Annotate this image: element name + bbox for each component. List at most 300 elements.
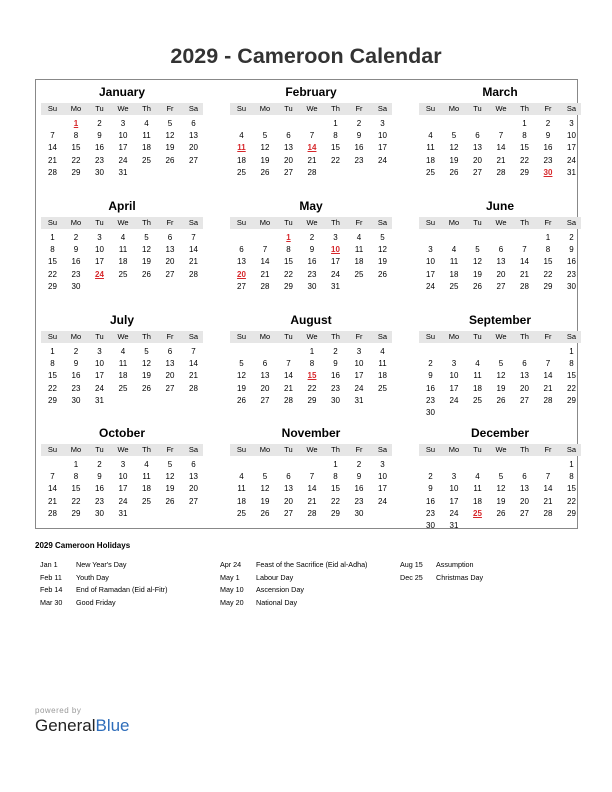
day-cell: 21 bbox=[189, 371, 198, 381]
day-cell: 27 bbox=[165, 383, 175, 393]
day-cell: 21 bbox=[189, 257, 198, 267]
day-cell: 8 bbox=[286, 245, 291, 255]
holiday-list-item bbox=[400, 572, 570, 585]
day-cell: 12 bbox=[378, 245, 387, 255]
day-cell: 30 bbox=[426, 408, 435, 417]
day-cell: 26 bbox=[142, 383, 151, 393]
day-cell: 5 bbox=[262, 472, 268, 482]
month-name: April bbox=[108, 199, 136, 213]
brand-name-part1: General bbox=[35, 716, 96, 735]
day-cell: 8 bbox=[569, 472, 574, 482]
weekday-label: Th bbox=[142, 332, 151, 341]
day-cell: 31 bbox=[449, 521, 459, 530]
day-cell: 16 bbox=[95, 143, 104, 153]
day-cell: 9 bbox=[97, 472, 102, 482]
weekday-label: Mo bbox=[259, 332, 271, 341]
weekday-label: Tu bbox=[284, 445, 293, 454]
day-cell: 13 bbox=[237, 257, 246, 267]
day-cell: 15 bbox=[543, 257, 553, 267]
day-cell: 10 bbox=[354, 359, 364, 369]
weekday-label: Fr bbox=[355, 104, 363, 113]
weekday-label: We bbox=[495, 218, 507, 227]
holiday-list-item bbox=[40, 572, 210, 585]
month-name: September bbox=[468, 313, 532, 327]
day-cell: 5 bbox=[167, 460, 173, 469]
day-cell: 12 bbox=[496, 484, 506, 494]
day-cell: 7 bbox=[286, 359, 291, 369]
day-cell: 11 bbox=[354, 245, 364, 255]
day-cell: 1 bbox=[309, 347, 315, 356]
day-cell: 25 bbox=[237, 167, 246, 177]
day-cell: 19 bbox=[496, 383, 506, 393]
holiday-day-cell: 10 bbox=[331, 245, 340, 255]
day-cell: 19 bbox=[142, 257, 151, 267]
day-cell: 9 bbox=[73, 245, 79, 255]
day-cell: 2 bbox=[309, 233, 315, 242]
holiday-list-item bbox=[40, 597, 210, 610]
day-cell: 16 bbox=[543, 143, 553, 153]
day-cell: 20 bbox=[189, 484, 198, 494]
day-cell: 19 bbox=[260, 155, 270, 165]
weekday-label: Sa bbox=[188, 104, 199, 113]
day-cell: 27 bbox=[520, 395, 529, 405]
day-cell: 31 bbox=[118, 508, 128, 518]
month-name: February bbox=[285, 85, 337, 99]
day-cell: 25 bbox=[118, 269, 128, 279]
weekday-label: Su bbox=[425, 218, 436, 227]
weekday-label: Sa bbox=[188, 445, 199, 454]
day-cell: 2 bbox=[428, 359, 433, 369]
day-cell: 24 bbox=[449, 395, 459, 405]
holiday-list-item bbox=[220, 572, 390, 585]
day-cell: 19 bbox=[237, 383, 246, 393]
day-cell: 19 bbox=[260, 496, 270, 506]
day-cell: 25 bbox=[118, 383, 128, 393]
day-cell: 5 bbox=[451, 131, 457, 141]
day-cell: 7 bbox=[191, 233, 196, 242]
day-cell: 7 bbox=[309, 472, 315, 482]
day-cell: 26 bbox=[496, 508, 506, 518]
weekday-label: Tu bbox=[95, 332, 104, 341]
month-name: July bbox=[109, 313, 134, 327]
weekday-label: We bbox=[495, 104, 507, 113]
day-cell: 27 bbox=[496, 281, 506, 291]
weekday-label: We bbox=[495, 332, 507, 341]
day-cell: 30 bbox=[71, 395, 81, 405]
weekday-label: Sa bbox=[566, 218, 577, 227]
day-cell: 1 bbox=[522, 119, 527, 128]
holiday-name: Good Friday bbox=[76, 597, 116, 607]
day-cell: 29 bbox=[48, 281, 57, 291]
day-cell: 12 bbox=[142, 359, 151, 369]
day-cell: 18 bbox=[473, 383, 482, 393]
weekday-label: Fr bbox=[544, 332, 552, 341]
day-cell: 4 bbox=[144, 119, 149, 128]
day-cell: 8 bbox=[522, 131, 527, 141]
day-cell: 11 bbox=[118, 359, 128, 369]
day-cell: 28 bbox=[48, 167, 57, 177]
day-cell: 5 bbox=[262, 131, 268, 141]
day-cell: 13 bbox=[165, 359, 175, 369]
day-cell: 19 bbox=[142, 371, 151, 381]
weekday-label: Sa bbox=[566, 104, 577, 113]
day-cell: 29 bbox=[307, 395, 317, 405]
day-cell: 4 bbox=[239, 472, 244, 482]
day-cell: 6 bbox=[191, 119, 196, 128]
day-cell: 7 bbox=[498, 131, 504, 141]
day-cell: 8 bbox=[73, 131, 79, 141]
day-cell: 30 bbox=[331, 395, 340, 405]
day-cell: 21 bbox=[284, 383, 293, 393]
day-cell: 9 bbox=[356, 472, 362, 482]
day-cell: 4 bbox=[120, 347, 126, 356]
day-cell: 14 bbox=[260, 257, 270, 267]
day-cell: 14 bbox=[48, 484, 57, 494]
weekday-label: Su bbox=[47, 445, 58, 454]
weekday-label: Fr bbox=[355, 332, 363, 341]
day-cell: 4 bbox=[475, 359, 480, 369]
day-cell: 6 bbox=[239, 245, 244, 255]
day-cell: 9 bbox=[333, 359, 338, 369]
weekday-label: We bbox=[117, 445, 129, 454]
day-cell: 5 bbox=[144, 347, 149, 356]
day-cell: 24 bbox=[378, 496, 387, 506]
day-cell: 4 bbox=[451, 245, 457, 255]
day-cell: 14 bbox=[48, 143, 57, 153]
weekday-header-row bbox=[41, 217, 203, 229]
weekday-label: Mo bbox=[259, 445, 271, 454]
weekday-label: Su bbox=[47, 218, 58, 227]
day-cell: 16 bbox=[71, 371, 81, 381]
day-cell: 3 bbox=[97, 347, 102, 356]
day-cell: 5 bbox=[167, 119, 173, 128]
weekday-label: Su bbox=[47, 104, 58, 113]
weekday-label: Mo bbox=[70, 104, 82, 113]
day-cell: 7 bbox=[522, 245, 527, 255]
day-cell: 7 bbox=[50, 131, 55, 141]
day-cell: 13 bbox=[189, 472, 198, 482]
day-cell: 4 bbox=[144, 460, 149, 469]
day-cell: 7 bbox=[545, 359, 551, 369]
day-cell: 17 bbox=[426, 269, 435, 279]
weekday-label: Tu bbox=[473, 218, 482, 227]
day-cell: 19 bbox=[165, 143, 175, 153]
day-cell: 17 bbox=[449, 496, 459, 506]
day-cell: 22 bbox=[543, 269, 553, 279]
day-cell: 7 bbox=[545, 472, 551, 482]
day-cell: 21 bbox=[307, 496, 317, 506]
day-cell: 5 bbox=[475, 245, 480, 255]
day-cell: 13 bbox=[284, 143, 293, 153]
day-cell: 23 bbox=[331, 383, 340, 393]
weekday-label: Fr bbox=[166, 332, 174, 341]
day-cell: 1 bbox=[50, 347, 55, 356]
month-december bbox=[419, 423, 581, 531]
day-cell: 18 bbox=[237, 496, 246, 506]
day-cell: 14 bbox=[543, 484, 553, 494]
day-cell: 10 bbox=[95, 245, 104, 255]
day-cell: 6 bbox=[262, 359, 268, 369]
month-october bbox=[41, 423, 203, 531]
holiday-list-item bbox=[40, 559, 210, 572]
day-cell: 6 bbox=[167, 233, 173, 242]
day-cell: 6 bbox=[522, 359, 527, 369]
day-cell: 23 bbox=[95, 155, 104, 165]
month-name: December bbox=[470, 426, 530, 440]
day-cell: 23 bbox=[71, 269, 81, 279]
day-cell: 23 bbox=[354, 496, 364, 506]
day-cell: 27 bbox=[284, 167, 293, 177]
day-cell: 22 bbox=[331, 496, 340, 506]
day-cell: 21 bbox=[496, 155, 506, 165]
day-cell: 17 bbox=[118, 143, 128, 153]
weekday-label: Sa bbox=[188, 218, 199, 227]
day-cell: 29 bbox=[520, 167, 529, 177]
weekday-label: Fr bbox=[544, 218, 552, 227]
weekday-label: Tu bbox=[95, 445, 104, 454]
day-cell: 12 bbox=[449, 143, 459, 153]
day-cell: 30 bbox=[71, 281, 81, 291]
day-cell: 13 bbox=[284, 484, 293, 494]
day-cell: 6 bbox=[191, 460, 196, 469]
holiday-name: Assumption bbox=[436, 560, 474, 569]
day-cell: 16 bbox=[95, 484, 104, 494]
day-cell: 2 bbox=[97, 460, 102, 469]
day-cell: 6 bbox=[498, 245, 504, 255]
day-cell: 24 bbox=[118, 155, 128, 165]
weekday-label: Fr bbox=[355, 445, 363, 454]
day-cell: 21 bbox=[520, 269, 529, 279]
weekday-label: Th bbox=[142, 445, 151, 454]
weekday-label: Sa bbox=[188, 332, 199, 341]
day-cell: 20 bbox=[520, 496, 529, 506]
day-cell: 25 bbox=[378, 383, 387, 393]
day-cell: 22 bbox=[307, 383, 317, 393]
day-cell: 20 bbox=[165, 371, 175, 381]
day-cell: 4 bbox=[380, 347, 385, 356]
holiday-name: Ascension Day bbox=[256, 585, 304, 594]
day-cell: 22 bbox=[567, 496, 576, 506]
day-cell: 11 bbox=[426, 143, 435, 153]
day-cell: 24 bbox=[354, 383, 364, 393]
day-cell: 29 bbox=[567, 508, 576, 518]
holiday-date: Dec 25 bbox=[400, 572, 423, 582]
day-cell: 14 bbox=[543, 371, 553, 381]
day-cell: 3 bbox=[356, 347, 362, 356]
day-cell: 21 bbox=[543, 496, 553, 506]
day-cell: 26 bbox=[449, 167, 459, 177]
weekday-label: Tu bbox=[95, 218, 104, 227]
holiday-day-cell: 1 bbox=[73, 119, 79, 128]
weekday-label: Th bbox=[142, 218, 151, 227]
day-cell: 1 bbox=[569, 460, 574, 469]
day-cell: 15 bbox=[520, 143, 529, 153]
day-cell: 24 bbox=[567, 155, 576, 165]
day-cell: 2 bbox=[333, 347, 338, 356]
weekday-label: Tu bbox=[95, 104, 104, 113]
holiday-name: National Day bbox=[256, 597, 298, 607]
day-cell: 18 bbox=[142, 143, 151, 153]
day-cell: 28 bbox=[260, 281, 270, 291]
day-cell: 22 bbox=[331, 155, 340, 165]
day-cell: 7 bbox=[50, 472, 55, 482]
weekday-label: Mo bbox=[70, 445, 82, 454]
day-cell: 18 bbox=[237, 155, 246, 165]
day-cell: 23 bbox=[543, 155, 553, 165]
day-cell: 24 bbox=[95, 383, 104, 393]
day-cell: 10 bbox=[378, 472, 387, 482]
day-cell: 8 bbox=[545, 245, 551, 255]
day-cell: 1 bbox=[50, 233, 55, 242]
month-name: October bbox=[98, 426, 145, 440]
day-cell: 27 bbox=[237, 281, 246, 291]
holiday-date: Feb 11 bbox=[40, 572, 62, 582]
weekday-label: Th bbox=[331, 332, 340, 341]
weekday-label: Sa bbox=[566, 445, 577, 454]
day-cell: 13 bbox=[473, 143, 482, 153]
day-cell: 8 bbox=[50, 245, 55, 255]
day-cell: 9 bbox=[73, 359, 79, 369]
weekday-label: Su bbox=[236, 445, 247, 454]
day-cell: 16 bbox=[331, 371, 340, 381]
day-cell: 12 bbox=[165, 472, 175, 482]
day-cell: 23 bbox=[354, 155, 364, 165]
day-cell: 22 bbox=[48, 383, 57, 393]
holiday-list-column-1 bbox=[40, 559, 210, 609]
weekday-label: We bbox=[306, 445, 318, 454]
weekday-header-row bbox=[230, 217, 392, 229]
weekday-header-row bbox=[419, 331, 581, 343]
day-cell: 14 bbox=[284, 371, 293, 381]
day-cell: 14 bbox=[496, 143, 506, 153]
month-name: May bbox=[299, 199, 323, 213]
holiday-list-item bbox=[400, 559, 570, 572]
day-cell: 17 bbox=[378, 484, 387, 494]
weekday-label: Th bbox=[520, 218, 529, 227]
day-cell: 25 bbox=[142, 496, 151, 506]
weekday-label: We bbox=[117, 104, 129, 113]
weekday-header-row bbox=[230, 444, 392, 456]
day-cell: 19 bbox=[473, 269, 482, 279]
weekday-label: Su bbox=[236, 332, 247, 341]
day-cell: 18 bbox=[118, 371, 128, 381]
month-june bbox=[419, 196, 581, 304]
weekday-label: Mo bbox=[448, 332, 460, 341]
day-cell: 27 bbox=[189, 496, 198, 506]
day-cell: 25 bbox=[142, 155, 151, 165]
day-cell: 13 bbox=[520, 371, 529, 381]
day-cell: 16 bbox=[426, 496, 435, 506]
day-cell: 2 bbox=[545, 119, 551, 128]
day-cell: 18 bbox=[426, 155, 435, 165]
holiday-name: Youth Day bbox=[76, 572, 109, 582]
holiday-date: Feb 14 bbox=[40, 585, 63, 594]
day-cell: 8 bbox=[333, 131, 338, 141]
day-cell: 30 bbox=[426, 521, 435, 530]
day-cell: 16 bbox=[307, 257, 317, 267]
day-cell: 20 bbox=[520, 383, 529, 393]
day-cell: 16 bbox=[71, 257, 81, 267]
day-cell: 4 bbox=[239, 131, 244, 141]
holiday-day-cell: 25 bbox=[473, 508, 482, 518]
brand-logo[interactable] bbox=[35, 706, 130, 736]
weekday-label: Tu bbox=[284, 104, 293, 113]
day-cell: 16 bbox=[426, 383, 435, 393]
weekday-label: Th bbox=[331, 445, 340, 454]
day-cell: 1 bbox=[545, 233, 551, 242]
weekday-label: Su bbox=[425, 445, 436, 454]
holiday-day-cell: 11 bbox=[237, 143, 246, 153]
weekday-label: Mo bbox=[448, 218, 460, 227]
weekday-label: Th bbox=[520, 445, 529, 454]
day-cell: 9 bbox=[97, 131, 102, 141]
day-cell: 23 bbox=[71, 383, 81, 393]
holiday-date: Jan 1 bbox=[40, 560, 58, 569]
day-cell: 22 bbox=[284, 269, 293, 279]
day-cell: 10 bbox=[567, 131, 576, 141]
month-february bbox=[230, 82, 392, 190]
holiday-list-item bbox=[220, 559, 390, 572]
day-cell: 31 bbox=[567, 167, 576, 177]
day-cell: 27 bbox=[473, 167, 482, 177]
day-cell: 27 bbox=[260, 395, 270, 405]
weekday-header-row bbox=[41, 103, 203, 115]
holiday-name: Christmas Day bbox=[436, 572, 484, 582]
day-cell: 13 bbox=[520, 484, 529, 494]
day-cell: 9 bbox=[545, 131, 551, 141]
weekday-label: We bbox=[306, 104, 318, 113]
day-cell: 27 bbox=[165, 269, 175, 279]
day-cell: 1 bbox=[569, 347, 574, 356]
day-cell: 14 bbox=[307, 484, 317, 494]
weekday-header-row bbox=[230, 103, 392, 115]
weekday-label: Sa bbox=[377, 332, 388, 341]
day-cell: 3 bbox=[333, 233, 338, 242]
day-cell: 26 bbox=[496, 395, 506, 405]
day-cell: 30 bbox=[95, 508, 104, 518]
month-name: January bbox=[98, 85, 146, 99]
day-cell: 2 bbox=[97, 119, 102, 128]
day-cell: 31 bbox=[95, 395, 104, 405]
day-cell: 8 bbox=[73, 472, 79, 482]
day-cell: 9 bbox=[428, 371, 433, 381]
day-cell: 3 bbox=[97, 233, 102, 242]
day-cell: 8 bbox=[333, 472, 338, 482]
weekday-label: Mo bbox=[259, 218, 271, 227]
day-cell: 19 bbox=[165, 484, 175, 494]
day-cell: 11 bbox=[378, 359, 387, 369]
day-cell: 6 bbox=[475, 131, 480, 141]
day-cell: 27 bbox=[520, 508, 529, 518]
day-cell: 13 bbox=[189, 131, 198, 141]
day-cell: 17 bbox=[95, 257, 104, 267]
day-cell: 29 bbox=[567, 395, 576, 405]
day-cell: 31 bbox=[331, 281, 340, 291]
month-april bbox=[41, 196, 203, 304]
day-cell: 5 bbox=[498, 472, 504, 482]
day-cell: 5 bbox=[239, 359, 244, 369]
weekday-label: Th bbox=[142, 104, 151, 113]
day-cell: 26 bbox=[142, 269, 151, 279]
day-cell: 3 bbox=[120, 460, 126, 469]
day-cell: 3 bbox=[380, 119, 385, 128]
day-cell: 7 bbox=[309, 131, 315, 141]
calendar-frame bbox=[35, 79, 578, 529]
weekday-header-row bbox=[419, 444, 581, 456]
day-cell: 11 bbox=[142, 472, 151, 482]
day-cell: 31 bbox=[118, 167, 128, 177]
powered-by-text: powered by bbox=[35, 706, 82, 715]
